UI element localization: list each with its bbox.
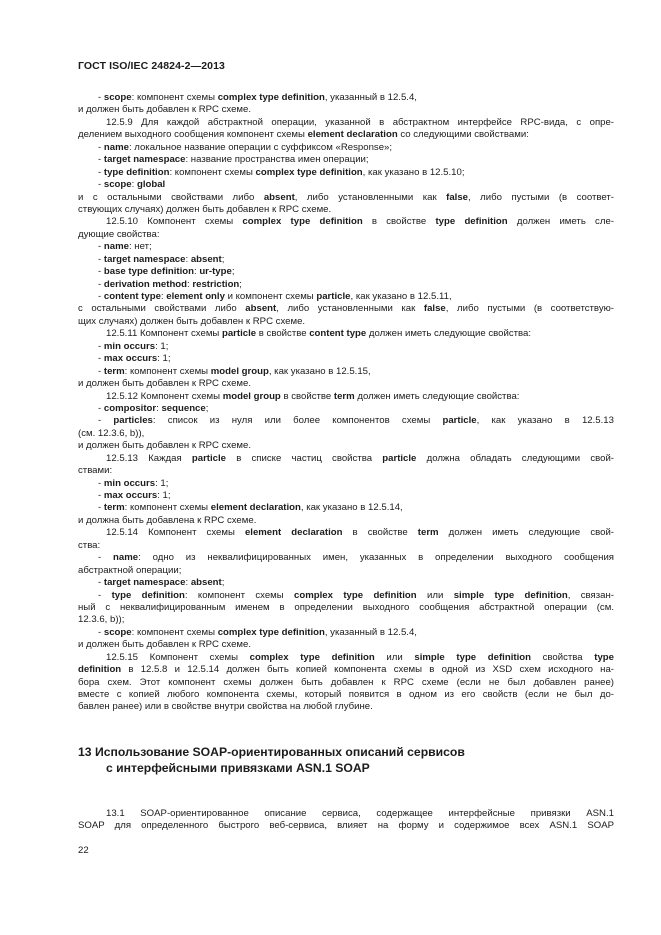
text-run: бора схем. Этот компонент схемы должен быть добавлен к RPC схеме (если не был добавлен ранее): [78, 676, 614, 688]
text-run: 12.5.13 Каждая: [106, 452, 192, 464]
text-run: -: [98, 154, 104, 166]
text-run: и должен быть добавлен к RPC схеме.: [78, 440, 252, 452]
page-number: 22: [78, 845, 89, 856]
text-run: 12.5.14 Компонент схемы: [106, 527, 245, 539]
bold-term: particles: [113, 415, 153, 427]
text-line: [78, 241, 614, 253]
bold-term: element declaration: [307, 129, 398, 141]
text-run: вместе с копией любого компонента схемы, который появится в одном из его свойств (если не был до-: [78, 689, 614, 700]
text-run: :: [160, 291, 167, 302]
text-run: -: [98, 166, 104, 178]
text-run: и должен быть добавлен к RPC схеме.: [78, 639, 252, 651]
text-run: , как указано в 12.5.10;: [362, 166, 465, 178]
text-line: [78, 453, 614, 465]
bold-term: model group: [222, 390, 281, 402]
text-run: -: [98, 266, 104, 278]
text-run: в свойстве: [362, 216, 436, 228]
text-run: : 1;: [157, 353, 171, 365]
text-line: [78, 378, 614, 390]
bold-term: scope: [103, 179, 132, 191]
bold-term: target namespace: [103, 154, 186, 166]
text-run: , указанный в 12.5.4,: [324, 626, 417, 638]
bold-term: term: [103, 365, 125, 377]
text-line: [78, 820, 614, 832]
bold-term: type definition: [111, 589, 185, 601]
bold-term: type definition: [435, 216, 508, 228]
bold-term: complex type definition: [294, 589, 417, 601]
text-run: абстрактной операции;: [78, 564, 182, 576]
text-line: [78, 316, 614, 328]
text-run: 12.5.12 Компонент схемы: [106, 390, 223, 402]
bold-term: compositor: [103, 402, 157, 414]
text-line: [78, 808, 614, 820]
bold-term: model group: [210, 365, 269, 377]
text-run: должен иметь следующие свой-: [438, 527, 614, 539]
text-line: [78, 104, 614, 116]
section-body: [78, 808, 614, 833]
text-run: -: [98, 589, 112, 601]
text-line: [78, 415, 614, 427]
text-run: должна обладать следующими свой-: [416, 452, 614, 464]
text-line: [78, 129, 614, 141]
text-run: в свойстве: [342, 527, 418, 539]
text-run: делением выходного сообщения компонент схемы: [78, 129, 308, 141]
text-run: , связан-: [567, 589, 614, 601]
text-line: [78, 652, 614, 664]
bold-term: scope: [103, 92, 132, 103]
text-run: и должен быть добавлен к RPC схеме.: [78, 378, 252, 390]
text-run: : компонент схемы: [124, 502, 211, 514]
text-run: бавлен ранее) или в свойстве внутри свойства на любой глубине.: [78, 701, 373, 713]
text-line: [78, 440, 614, 452]
bold-term: particle: [221, 328, 257, 340]
text-line: [78, 204, 614, 216]
text-run: : компонент схемы: [169, 166, 256, 178]
bold-term: complex type definition: [217, 92, 325, 103]
bold-term: min occurs: [103, 477, 156, 489]
bold-term: content type: [103, 291, 161, 302]
text-run: ;: [221, 577, 225, 589]
bold-term: particle: [191, 452, 227, 464]
bold-term: target namespace: [103, 253, 186, 265]
bold-term: scope: [103, 626, 132, 638]
text-run: : компонент схемы: [131, 92, 218, 103]
bold-term: content type: [309, 328, 367, 340]
text-run: или: [416, 589, 454, 601]
text-run: : 1;: [157, 490, 171, 501]
text-run: : список из нуля или более компонентов схемы: [152, 415, 443, 427]
text-line: [78, 664, 614, 676]
text-run: -: [98, 340, 104, 352]
text-run: :: [131, 179, 137, 191]
text-line: [78, 428, 614, 440]
text-line: [78, 565, 614, 577]
text-run: -: [98, 626, 104, 638]
text-line: [78, 179, 614, 191]
section-heading-line-2: с интерфейсными привязками ASN.1 SOAP: [106, 761, 370, 775]
text-line: [78, 527, 614, 539]
text-line: [78, 341, 614, 353]
text-run: -: [98, 365, 104, 377]
bold-term: particle: [382, 452, 417, 464]
text-run: -: [98, 552, 114, 564]
text-run: : название пространства имен операции;: [185, 154, 369, 166]
text-line: [78, 328, 614, 340]
bold-term: base type definition: [103, 266, 194, 278]
text-run: должен иметь сле-: [507, 216, 614, 228]
bold-term: max occurs: [103, 490, 158, 501]
text-run: и должна быть добавлена к RPC схеме.: [78, 514, 257, 526]
text-run: в свойстве: [280, 390, 334, 402]
bold-term: type: [594, 651, 614, 663]
text-run: -: [98, 477, 104, 489]
bold-term: name: [103, 141, 129, 153]
text-run: 12.5.9 Для каждой абстрактной операции, указанной в абстрактном интерфейсе RPC-вида, с опре-: [106, 116, 614, 128]
text-run: в 12.5.8 и 12.5.14 должен быть копией компонента схемы в одной из XSD схем исходного на-: [121, 664, 614, 676]
bold-term: particle: [316, 291, 351, 302]
text-run: дующие свойства:: [78, 228, 160, 240]
bold-term: complex type definition: [217, 626, 325, 638]
text-run: : локальное название операции с суффиксом «Response»;: [128, 141, 393, 153]
document-body: [78, 92, 614, 714]
bold-term: absent: [190, 253, 222, 265]
text-run: в свойстве: [256, 328, 310, 340]
text-line: [78, 701, 614, 713]
bold-term: ur-type: [199, 266, 232, 278]
text-run: должен иметь следующие свойства:: [354, 390, 520, 402]
bold-term: definition: [78, 664, 122, 676]
text-run: -: [98, 241, 104, 253]
text-line: [78, 490, 614, 502]
text-run: -: [98, 179, 104, 191]
text-line: [78, 590, 614, 602]
text-run: :: [187, 278, 193, 290]
text-run: : одно из неквалифицированных имен, указанных в определении выходного сообщения: [138, 552, 614, 564]
text-line: [78, 627, 614, 639]
text-run: -: [98, 577, 104, 589]
bold-term: particle: [442, 415, 477, 427]
text-run: с остальными свойствами либо: [78, 303, 246, 315]
bold-term: name: [103, 241, 129, 253]
text-line: [78, 502, 614, 514]
bold-term: false: [423, 303, 446, 315]
text-run: ;: [221, 253, 225, 265]
bold-term: type definition: [103, 166, 170, 178]
bold-term: complex type definition: [249, 651, 375, 663]
text-run: в списке частиц свойства: [226, 452, 383, 464]
text-line: [78, 366, 614, 378]
text-run: ;: [205, 402, 209, 414]
text-run: ствующих случаях) должен быть добавлен к RPC схеме.: [78, 203, 332, 215]
text-line: [78, 639, 614, 651]
text-run: : компонент схемы: [184, 589, 295, 601]
bold-term: element only: [166, 291, 225, 302]
text-line: [78, 266, 614, 278]
text-run: 12.3.6, b));: [78, 614, 125, 626]
text-run: , либо пустыми (в соответ-: [468, 191, 614, 203]
text-run: свойства: [530, 651, 595, 663]
bold-term: name: [113, 552, 139, 564]
text-line: [78, 540, 614, 552]
bold-term: global: [136, 179, 166, 191]
text-run: : 1;: [155, 340, 169, 352]
text-line: [78, 279, 614, 291]
text-run: и компонент схемы: [224, 291, 317, 302]
text-run: SOAP для определенного быстрого веб-сервиса, влияет на форму и содержимое всех ASN.1 SOAP: [78, 820, 614, 832]
text-line: [78, 465, 614, 477]
bold-term: element declaration: [210, 502, 301, 514]
text-run: :: [156, 402, 162, 414]
bold-term: element declaration: [244, 527, 343, 539]
text-line: [78, 478, 614, 490]
text-line: [78, 229, 614, 241]
text-line: [78, 167, 614, 179]
text-run: , как указано в 12.5.13: [476, 415, 614, 427]
text-run: -: [98, 402, 104, 414]
bold-term: term: [103, 502, 125, 514]
text-run: (см. 12.3.6, b)),: [78, 427, 145, 439]
text-line: [78, 689, 614, 701]
bold-term: term: [333, 390, 355, 402]
text-run: , как указано в 12.5.15,: [268, 365, 371, 377]
text-line: [78, 391, 614, 403]
text-run: :: [185, 577, 191, 589]
text-line: [78, 117, 614, 129]
bold-term: sequence: [161, 402, 206, 414]
text-run: :: [193, 266, 200, 278]
text-run: -: [98, 415, 114, 427]
bold-term: absent: [190, 577, 222, 589]
bold-term: restriction: [192, 278, 240, 290]
text-run: 12.5.11 Компонент схемы: [106, 328, 222, 340]
text-line: [78, 552, 614, 564]
text-run: , либо установленными как: [294, 191, 447, 203]
bold-term: absent: [263, 191, 295, 203]
text-run: , указанный в 12.5.4,: [324, 92, 417, 103]
bold-term: target namespace: [103, 577, 186, 589]
text-line: [78, 291, 614, 303]
section-heading-line-1: 13 Использование SOAP-ориентированных описаний сервисов: [78, 745, 465, 759]
text-line: [78, 154, 614, 166]
text-line: [78, 254, 614, 266]
bold-term: simple type definition: [414, 651, 531, 663]
text-run: щих случаях) должен быть добавлен к RPC схеме.: [78, 315, 306, 327]
text-run: , либо пустыми (в соответствую-: [445, 303, 614, 315]
text-run: -: [98, 353, 104, 365]
text-line: [78, 92, 614, 104]
text-line: [78, 602, 614, 614]
text-line: [78, 216, 614, 228]
text-line: [78, 142, 614, 154]
text-run: ный с неквалифицированным именем в определении выходного сообщения абстрактной операции (см.: [78, 601, 614, 613]
text-line: [78, 353, 614, 365]
text-run: ствами:: [78, 465, 113, 477]
text-run: ства:: [78, 539, 101, 551]
bold-term: simple type definition: [453, 589, 568, 601]
bold-term: term: [417, 527, 439, 539]
text-run: 12.5.10 Компонент схемы: [106, 216, 243, 228]
text-run: -: [98, 502, 104, 514]
bold-term: min occurs: [103, 340, 156, 352]
text-run: должен иметь следующие свойства:: [366, 328, 532, 340]
text-run: или: [374, 651, 415, 663]
bold-term: derivation method: [103, 278, 188, 290]
bold-term: false: [446, 191, 469, 203]
text-run: -: [98, 291, 104, 302]
text-run: ;: [231, 266, 235, 278]
section-heading: [78, 744, 614, 776]
text-run: и должен быть добавлен к RPC схеме.: [78, 104, 252, 116]
text-run: и с остальными свойствами либо: [78, 191, 264, 203]
text-run: : 1;: [155, 477, 169, 489]
text-run: , либо установленными как: [276, 303, 424, 315]
bold-term: absent: [245, 303, 277, 315]
bold-term: complex type definition: [255, 166, 363, 178]
text-run: , как указано в 12.5.14,: [300, 502, 403, 514]
text-run: -: [98, 490, 104, 501]
text-run: : компонент схемы: [124, 365, 211, 377]
bold-term: complex type definition: [242, 216, 363, 228]
text-line: [78, 577, 614, 589]
bold-term: max occurs: [103, 353, 158, 365]
text-line: [78, 515, 614, 527]
text-run: : нет;: [128, 241, 152, 253]
text-run: 13.1 SOAP-ориентированное описание сервиса, содержащее интерфейсные привязки ASN.1: [106, 808, 614, 819]
text-line: [78, 403, 614, 415]
text-line: [78, 303, 614, 315]
text-run: :: [185, 253, 191, 265]
text-run: , как указано в 12.5.11,: [350, 291, 452, 302]
text-run: -: [98, 92, 104, 103]
text-run: ;: [239, 278, 242, 290]
text-run: -: [98, 253, 104, 265]
document-header: ГОСТ ISO/IEC 24824-2—2013: [78, 60, 225, 72]
text-run: со следующими свойствами:: [397, 129, 529, 141]
text-line: [78, 677, 614, 689]
text-run: : компонент схемы: [131, 626, 218, 638]
text-line: [78, 192, 614, 204]
text-run: -: [98, 278, 104, 290]
text-line: [78, 614, 614, 626]
text-run: -: [98, 141, 104, 153]
text-run: 12.5.15 Компонент схемы: [106, 651, 250, 663]
